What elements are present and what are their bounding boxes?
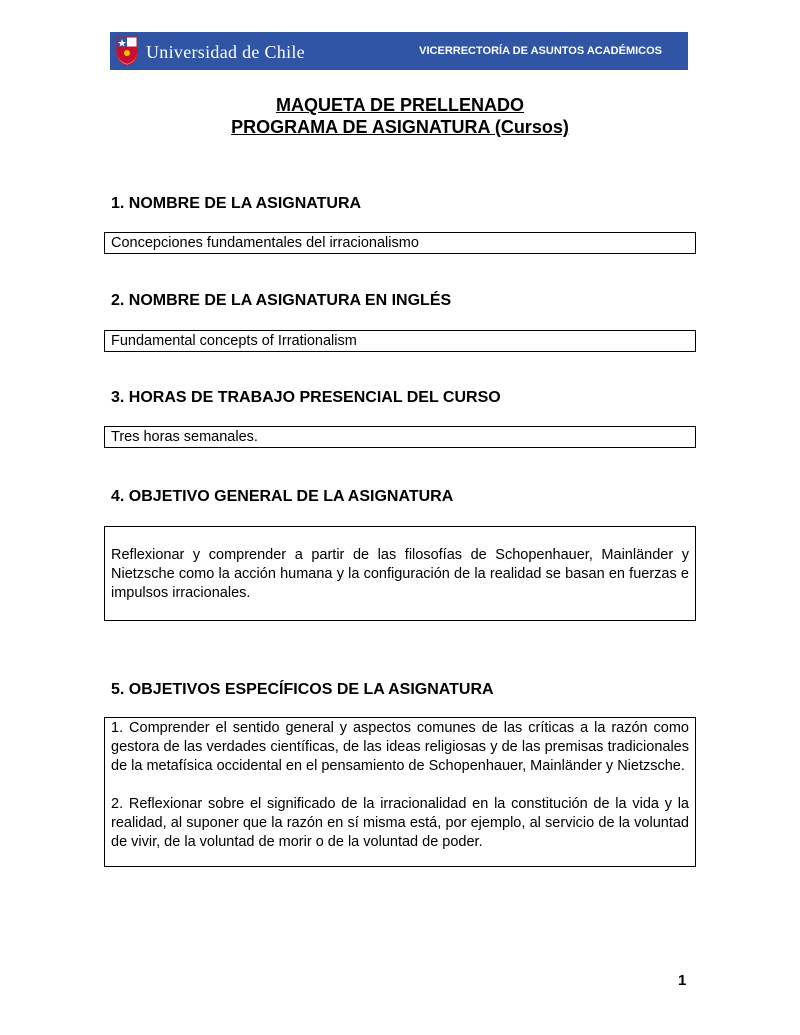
course-name-english-value: Fundamental concepts of Irrationalism [111, 333, 357, 349]
course-name-value: Concepciones fundamentales del irracionalismo [111, 235, 419, 251]
section-3-heading: 3. HORAS DE TRABAJO PRESENCIAL DEL CURSO [111, 389, 501, 406]
section-4-box [104, 526, 696, 621]
university-crest-icon [116, 36, 138, 66]
document-title-line2: PROGRAMA DE ASIGNATURA (Cursos) [231, 117, 569, 137]
header-banner [110, 32, 688, 70]
university-name: Universidad de Chile [146, 42, 305, 62]
section-5-box [104, 717, 696, 867]
section-2-heading: 2. NOMBRE DE LA ASIGNATURA EN INGLÉS [111, 292, 452, 309]
vicerrectoria-label: VICERRECTORÍA DE ASUNTOS ACADÉMICOS [419, 45, 662, 57]
specific-objective-2: 2. Reflexionar sobre el significado de la irracionalidad en la constitución de la vida y la realidad, al suponer que la razón en sí misma está, por ejemplo, al servicio de la voluntad de vivir, de la voluntad de morir o de la voluntad de poder. [111, 796, 689, 850]
specific-objective-1: 1. Comprender el sentido general y aspectos comunes de las críticas a la razón como gestora de las verdades científicas, de las ideas religiosas y de las premisas tradicionales de la metafísica occidental en el pensamiento de Schopenhauer, Mainländer y Nietzsche. [111, 720, 689, 774]
section-3-box [104, 426, 696, 448]
section-5-heading: 5. OBJETIVOS ESPECÍFICOS DE LA ASIGNATURA [111, 681, 494, 698]
section-2-box [104, 330, 696, 352]
document-title-line1: MAQUETA DE PRELLENADO [275, 95, 524, 115]
general-objective-text: Reflexionar y comprender a partir de las filosofías de Schopenhauer, Mainländer y Nietzsche como la acción humana y la configuración de la realidad se basan en fuerzas e impulsos irracionales. [111, 547, 689, 601]
hours-value: Tres horas semanales. [111, 429, 258, 445]
section-4-heading: 4. OBJETIVO GENERAL DE LA ASIGNATURA [111, 488, 454, 505]
page-number: 1 [678, 972, 687, 989]
section-1-box [104, 232, 696, 254]
section-1-heading: 1. NOMBRE DE LA ASIGNATURA [111, 195, 362, 212]
